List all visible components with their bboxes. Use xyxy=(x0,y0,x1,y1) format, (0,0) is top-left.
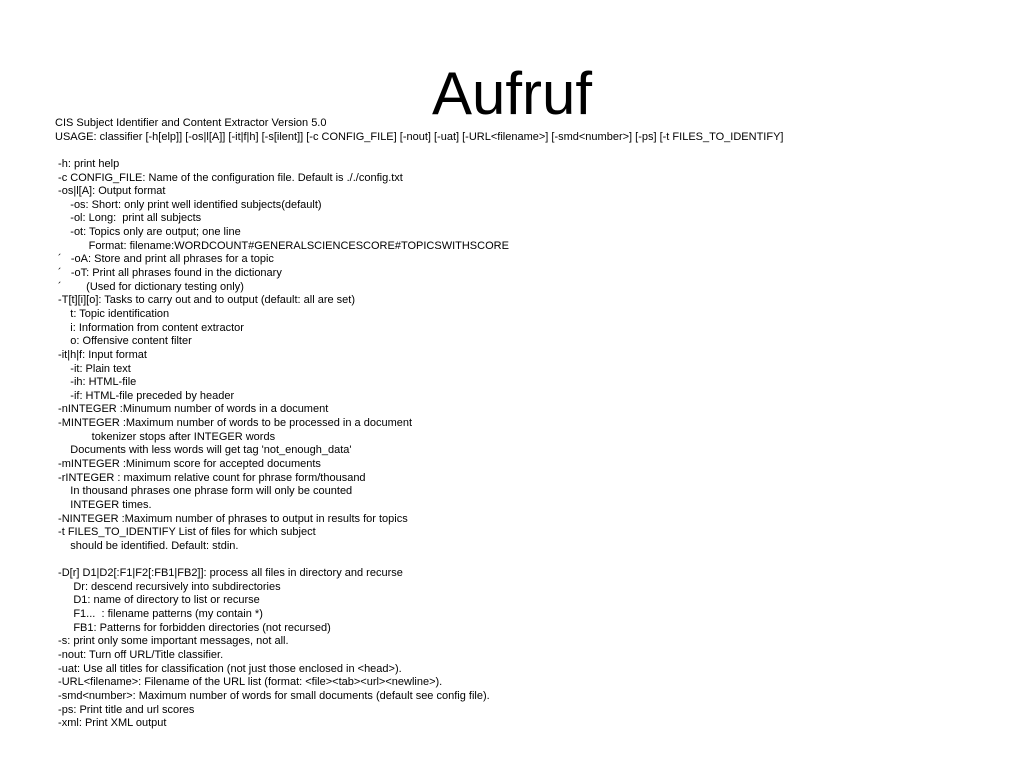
slide-title: Aufruf xyxy=(431,60,593,127)
option-line: -xml: Print XML output xyxy=(55,717,167,730)
option-line: -t FILES_TO_IDENTIFY List of files for which subject xyxy=(55,526,316,539)
option-line: -nINTEGER :Minumum number of words in a document xyxy=(55,403,329,416)
header-line: CIS Subject Identifier and Content Extractor Version 5.0 xyxy=(55,117,327,129)
option-line: -c CONFIG_FILE: Name of the configuration file. Default is ././config.txt xyxy=(55,171,403,184)
option-line: i: Information from content extractor xyxy=(55,321,244,334)
option-line: -os: Short: only print well identified subjects(default) xyxy=(55,198,322,211)
extra-options-block xyxy=(55,567,1015,731)
option-line: ´ -oA: Store and print all phrases for a topic xyxy=(55,253,274,266)
option-line: -ih: HTML-file xyxy=(55,376,137,389)
option-line: In thousand phrases one phrase form will only be counted xyxy=(55,485,353,498)
option-line: -ps: Print title and url scores xyxy=(55,703,195,716)
option-line: -MINTEGER :Maximum number of words to be processed in a document xyxy=(55,417,413,430)
option-line: t: Topic identification xyxy=(55,307,170,320)
usage-text xyxy=(55,117,1015,731)
option-line: tokenizer stops after INTEGER words xyxy=(55,430,276,443)
blank-line xyxy=(55,554,1015,568)
options-block xyxy=(55,158,1015,554)
option-line: -URL<filename>: Filename of the URL list (format: <file><tab><url><newline>). xyxy=(55,676,443,689)
option-line: ´ -oT: Print all phrases found in the dictionary xyxy=(55,267,282,280)
option-line: -ol: Long: print all subjects xyxy=(55,212,202,225)
option-line: F1... : filename patterns (my contain *) xyxy=(55,608,263,621)
option-line: o: Offensive content filter xyxy=(55,335,192,348)
option-line: -it|h|f: Input format xyxy=(55,348,147,361)
option-line: -h: print help xyxy=(55,157,120,170)
header-line: USAGE: classifier [-h[elp]] [-os|l[A]] [-it|f|h] [-s[ilent]] [-c CONFIG_FILE] [-nout] [-uat] [-URL<filename>] [-smd<number>] [-ps] [-t FILES_TO_IDENTIFY] xyxy=(55,130,784,143)
option-line: -os|l[A]: Output format xyxy=(55,185,166,198)
option-line: should be identified. Default: stdin. xyxy=(55,539,239,552)
option-line: Dr: descend recursively into subdirectories xyxy=(55,580,281,593)
option-line: -if: HTML-file preceded by header xyxy=(55,389,235,402)
option-line: -s: print only some important messages, not all. xyxy=(55,635,289,648)
option-line: Documents with less words will get tag 'not_enough_data' xyxy=(55,444,352,457)
header-block xyxy=(55,117,1015,144)
option-line: INTEGER times. xyxy=(55,498,152,511)
option-line: -rINTEGER : maximum relative count for phrase form/thousand xyxy=(55,471,366,484)
option-line: -smd<number>: Maximum number of words for small documents (default see config file). xyxy=(55,689,490,702)
option-line: -mINTEGER :Minimum score for accepted documents xyxy=(55,458,321,471)
option-line: ´ (Used for dictionary testing only) xyxy=(55,280,244,293)
option-line: -D[r] D1|D2[:F1|F2[:FB1|FB2]]: process all files in directory and recurse xyxy=(55,567,403,580)
option-line: -nout: Turn off URL/Title classifier. xyxy=(55,648,224,661)
option-line: -NINTEGER :Maximum number of phrases to output in results for topics xyxy=(55,512,408,525)
option-line: -uat: Use all titles for classification (not just those enclosed in <head>). xyxy=(55,662,402,675)
option-line: -ot: Topics only are output; one line xyxy=(55,226,241,239)
option-line: -T[t][i][o]: Tasks to carry out and to output (default: all are set) xyxy=(55,294,355,307)
option-line: Format: filename:WORDCOUNT#GENERALSCIENCESCORE#TOPICSWITHSCORE xyxy=(55,239,509,252)
blank-line xyxy=(55,144,1015,158)
option-line: -it: Plain text xyxy=(55,362,131,375)
option-line: D1: name of directory to list or recurse xyxy=(55,594,260,607)
option-line: FB1: Patterns for forbidden directories (not recursed) xyxy=(55,621,331,634)
